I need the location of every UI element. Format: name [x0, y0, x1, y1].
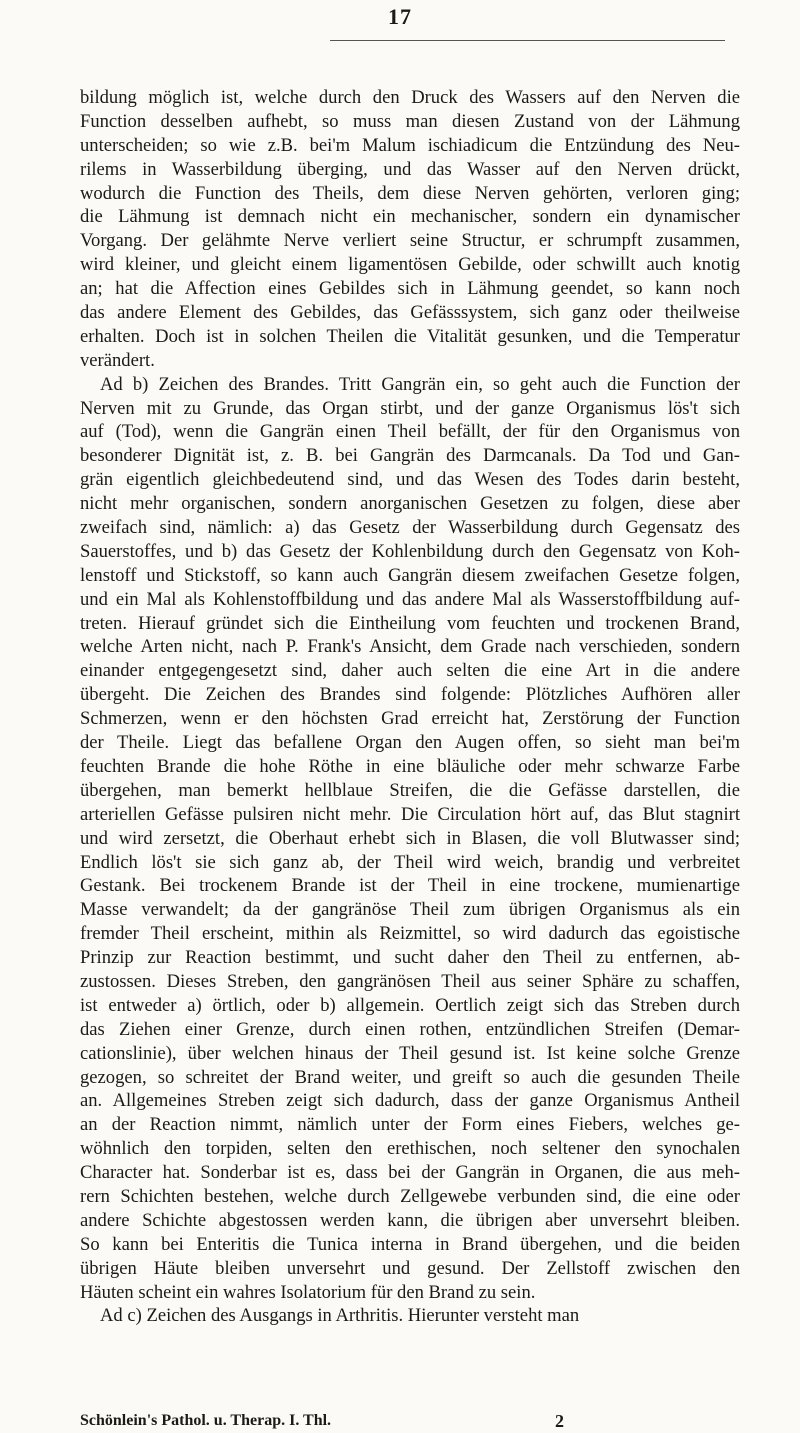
- text-line: zustossen. Dieses Streben, den gangränösen Theil aus seiner Sphäre zu schaffen,: [80, 970, 740, 992]
- text-line: übrigen Häute bleiben unversehrt und gesund. Der Zellstoff zwischen den: [80, 1257, 740, 1279]
- text-line: cationslinie), über welchen hinaus der Theil gesund ist. Ist keine solche Grenze: [80, 1042, 740, 1064]
- text-line: andere Schichte abgestossen werden kann, die übrigen aber unversehrt bleiben.: [80, 1209, 740, 1231]
- text-line: Nerven mit zu Grunde, das Organ stirbt, und der ganze Organismus lös't sich: [80, 397, 740, 419]
- text-line: an. Allgemeines Streben zeigt sich dadurch, dass der ganze Organismus Antheil: [80, 1090, 740, 1112]
- text-line: wodurch die Function des Theils, dem diese Nerven gehörten, verloren ging;: [80, 182, 740, 204]
- text-line: der Theile. Liegt das befallene Organ den Augen offen, so sieht man bei'm: [80, 732, 740, 754]
- text-line: treten. Hierauf gründet sich die Eintheilung vom feuchten und trockenen Brand,: [80, 612, 740, 634]
- text-line: ist entweder a) örtlich, oder b) allgemein. Oertlich zeigt sich das Streben durch: [80, 994, 740, 1016]
- text-line: Prinzip zur Reaction bestimmt, und sucht daher den Theil zu entfernen, ab-: [80, 947, 740, 969]
- text-line: rern Schichten bestehen, welche durch Zellgewebe verbunden sind, die eine oder: [80, 1185, 740, 1207]
- text-line: Ad c) Zeichen des Ausgangs in Arthritis. Hierunter versteht man: [100, 1305, 580, 1327]
- text-line: und ein Mal als Kohlenstoffbildung und das andere Mal als Wasserstoffbildung auf-: [80, 588, 740, 610]
- text-line: übergeht. Die Zeichen des Brandes sind folgende: Plötzliches Aufhören aller: [80, 684, 740, 706]
- page-number: 17: [388, 4, 412, 29]
- text-line: bildung möglich ist, welche durch den Druck des Wassers auf den Nerven die: [80, 87, 740, 108]
- text-line: Sauerstoffes, und b) das Gesetz der Kohlenbildung durch den Gegensatz von Koh-: [80, 540, 740, 562]
- text-line: Endlich lös't sie sich ganz ab, der Theil wird weich, brandig und verbreitet: [80, 851, 740, 873]
- text-line: rilems in Wasserbildung überging, und das Wasser auf den Nerven drückt,: [80, 158, 740, 180]
- text-line: einander entgegengesetzt sind, daher auch selten die eine Art in die andere: [80, 660, 740, 682]
- text-line: nicht mehr organischen, sondern anorganischen Gesetzen zu folgen, diese aber: [80, 493, 740, 515]
- text-line: gezogen, so schreitet der Brand weiter, und greift so auch die gesunden Theile: [80, 1066, 740, 1088]
- text-line: übergehen, man bemerkt hellblaue Streifen, die die Gefässe darstellen, die: [80, 779, 740, 801]
- text-line: und wird zersetzt, die Oberhaut erhebt sich in Blasen, die voll Blutwasser sind;: [80, 827, 740, 849]
- text-line: das andere Element des Gebildes, das Gefässsystem, sich ganz oder theilweise: [80, 302, 740, 324]
- text-line: an der Reaction nimmt, nämlich unter der Form eines Fiebers, welches ge-: [80, 1114, 740, 1136]
- text-line: die Lähmung ist demnach nicht ein mechanischer, sondern ein dynamischer: [80, 206, 740, 228]
- text-line: auf (Tod), wenn die Gangrän einen Theil befällt, der für den Organismus von: [80, 421, 740, 443]
- text-line: welche Arten nicht, nach P. Frank's Ansicht, dem Grade nach verschieden, sondern: [80, 636, 740, 658]
- text-line: Häuten scheint ein wahres Isolatorium für den Brand zu sein.: [80, 1281, 536, 1303]
- footer: [80, 1410, 740, 1432]
- text-line: Gestank. Bei trockenem Brande ist der Theil in eine trockene, mumienartige: [80, 875, 740, 897]
- text-line: unterscheiden; so wie z.B. bei'm Malum ischiadicum die Entzündung des Neu-: [80, 134, 740, 156]
- text-line: Schmerzen, wenn er den höchsten Grad erreicht hat, Zerstörung der Function: [80, 708, 740, 730]
- text-line: wird kleiner, und gleicht einem ligamentösen Gebilde, oder schwillt auch knotig: [80, 254, 740, 276]
- text-line: fremder Theil erscheint, mithin als Reizmittel, so wird dadurch das egoistische: [80, 923, 740, 945]
- text-line: wöhnlich den torpiden, selten den erethischen, noch seltener den synochalen: [80, 1138, 740, 1160]
- text-line: Function desselben aufhebt, so muss man diesen Zustand von der Lähmung: [80, 110, 740, 132]
- header-rule: [330, 40, 725, 41]
- text-line: verändert.: [80, 349, 155, 371]
- text-line: arteriellen Gefässe pulsiren nicht mehr. Die Circulation hört auf, das Blut stagnirt: [80, 803, 740, 825]
- footer-title: Schönlein's Pathol. u. Therap. I. Thl.: [80, 1412, 332, 1429]
- text-line: Character hat. Sonderbar ist es, dass bei der Gangrän in Organen, die aus meh-: [80, 1162, 740, 1184]
- signature-mark: 2: [555, 1411, 564, 1431]
- text-line: lenstoff und Stickstoff, so kann auch Gangrän diesem zweifachen Gesetze folgen,: [80, 564, 740, 586]
- body-text: [80, 86, 740, 1328]
- text-line: an; hat die Affection eines Gebildes sich in Lähmung geendet, so kann noch: [80, 278, 740, 300]
- text-line: grän eigentlich gleichbedeutend sind, und das Wesen des Todes darin besteht,: [80, 469, 740, 491]
- text-line: Vorgang. Der gelähmte Nerve verliert seine Structur, er schrumpft zusammen,: [80, 230, 740, 252]
- text-line: So kann bei Enteritis die Tunica interna in Brand übergehen, und die beiden: [80, 1233, 740, 1255]
- text-line: zweifach sind, nämlich: a) das Gesetz der Wasserbildung durch Gegensatz des: [80, 517, 740, 539]
- text-line: besonderer Dignität ist, z. B. bei Gangrän des Darmcanals. Da Tod und Gan-: [80, 445, 740, 467]
- text-line: Masse verwandelt; da der gangränöse Theil zum übrigen Organismus als ein: [80, 899, 740, 921]
- text-line: feuchten Brande die hohe Röthe in eine bläuliche oder mehr schwarze Farbe: [80, 755, 740, 777]
- text-line: Ad b) Zeichen des Brandes. Tritt Gangrän ein, so geht auch die Function der: [100, 373, 740, 395]
- text-line: das Ziehen einer Grenze, durch einen rothen, entzündlichen Streifen (Demar-: [80, 1018, 740, 1040]
- text-line: erhalten. Doch ist in solchen Theilen die Vitalität gesunken, und die Temperatur: [80, 325, 740, 347]
